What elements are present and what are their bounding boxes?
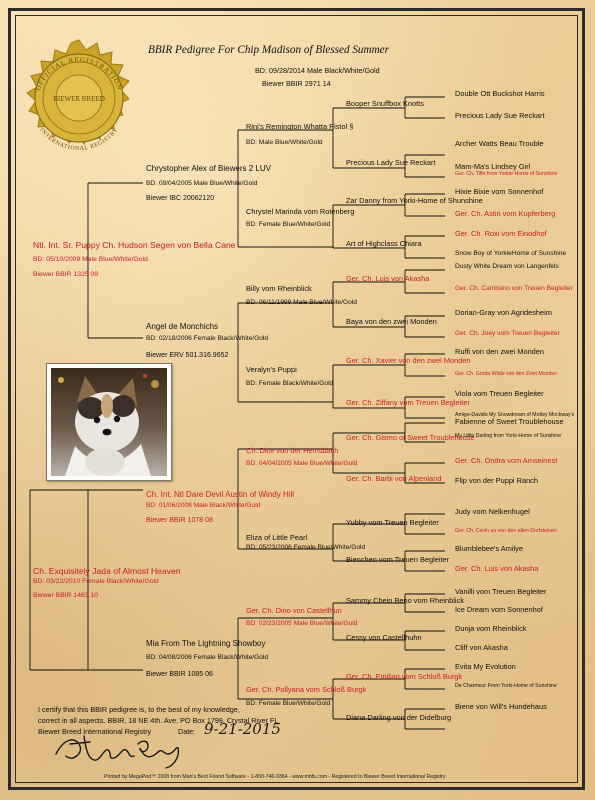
sssds-name: Archer Watts Beau Trouble [455,139,544,148]
ssddd-name: Snow Boy of YorkieHome of Sunshine [455,250,567,257]
dss-birth-info: BD: 04/04/2005 Male Blue/White/Gold [246,460,358,467]
sss-birth-info: BD: Male Blue/White/Gold [246,139,323,146]
sss-name: Rini's Remington Whatta Pistol § [246,122,354,131]
dam-birth-info: BD: 03/22/2010 Female Black/White/Gold [33,578,159,585]
sssd-name: Precious Lady Sue Reckart [346,158,436,167]
sds-name: Billy vom Rheinblick [246,284,312,293]
dssds-name: Ger. Ch. Ondra vom Amseinest [455,456,558,465]
dss-name: Ch. Dice von der Hemsbach [246,446,339,455]
seal-top-text: OFFICIAL REGISTRATION [34,55,124,92]
dddss-name: Evita My Evolution [455,662,516,671]
footer-credit: Printed by MegaPed™ 2008 from Man's Best Friend Software - 1-800-746-9364 - www.mbfs.com - Registered to Biewer Breed International Registry [104,774,446,780]
sdsds-name: Dorian-Gray von Agridesheim [455,308,552,317]
ddd-name: Ger. Ch. Pollyana vom Schloß Burgk [246,685,367,694]
sdssd-name: Ger. Ch. Cambano von Treuen Begleiter [455,285,573,292]
sire-sire-birth-info: BD: 08/04/2005 Male Blue/White/Gold [146,180,258,187]
ddssd-name: Ice Dream vom Sonnenhof [455,605,543,614]
sssdd-note: Ger. Ch. Tiffe from Yorkie-Home of Sunshine [455,171,558,177]
pedigree-title: BBIR Pedigree For Chip Madison of Blessed Summer [148,44,390,56]
ddsdd-name: Cliff von Akasha [455,643,508,652]
sddd-name: Ger. Ch. Ziffany vom Treuen Begleiter [346,398,470,407]
sdss-name: Ger. Ch. Luis von Akasha [346,274,430,283]
ddd-birth-info: BD: Female Blue/White/Gold [246,700,331,707]
sdd-birth-info: BD: Female Black/White/Gold [246,380,334,387]
dam-registration: Biewer BBIR 1463 10 [33,592,98,599]
sddss-name: Ruffi von den zwei Monden [455,347,545,356]
sire-registration: Biewer BBIR 1325 09 [33,271,98,278]
dsd-birth-info: BD: 05/23/2006 Female Blue/White/Gold [246,544,366,551]
seal-center-text: BIEWER BREED [53,95,105,103]
dsss-name: Ger. Ch. Gismo of Sweet Troublehouse [346,433,475,442]
dssd-name: Ger. Ch. Barbi von Alpenland [346,474,442,483]
puppy-image [47,364,171,480]
dam-sire-name: Ch. Int. Ntl Dare Devil Austin of Windy Hill [146,490,295,499]
dddds-name: Biene von Will's Hundehaus [455,702,547,711]
dsdss-name: Judy vom Nelkenhugel [455,507,530,516]
subject-registration: Biewer BBIR 2971 14 [262,79,331,88]
dsdds-name: Blumblebee's Amilye [455,544,523,553]
dsssd-name: My Little Darling from Yorki-Home of Sunshine [455,433,562,439]
dsds-name: Yubby vom Treuen Begleiter [346,518,439,527]
dds-name: Ger. Ch. Dino von Castellhun [246,606,342,615]
sire-dam-registration: Biewer ERV 501.316.9652 [146,352,229,359]
ssd-name: Chrystel Marinda vom Rotenberg [246,207,355,216]
dsddd-name: Ger. Ch. Luis von Akasha [455,564,539,573]
dam-dam-name: Mia From The Lightning Showboy [146,639,266,648]
sdd-name: Veralyn's Puppi [246,365,297,374]
dam-name: Ch. Exquisitely Jada of Almost Heaven [33,566,181,576]
ddds-name: Ger. Ch. Emilian vom Schloß Burgk [346,672,463,681]
sdddd-name: Amigo-Davido My Snowdream of Motley Mockway's [455,412,575,418]
sdsd-name: Baya von den zwei Monden [346,317,437,326]
ddsd-name: Cessy von Castellhuhn [346,633,422,642]
sddds-name: Viola vom Treuen Begleiter [455,389,544,398]
ssssd-name: Precious Lady Sue Reckart [455,111,545,120]
dddsd-name: De Charmeur From Yorki-Home of Sunshine [455,683,557,689]
dssdd-name: Flip von der Puppi Ranch [455,476,538,485]
ssds-name: Zar Danny from Yorki-Home of Shunshine [346,196,483,205]
sire-dam-birth-info: BD: 02/18/2006 Female Black/White/Gold [146,335,269,342]
sddsd-name: Ger. Ch. Gorda Wilde von den Zwei Monden [455,371,558,377]
ssss-name: Booper Snuffbox Knotts [346,99,424,108]
dssss-name: Fabienne of Sweet Troublehouse [455,417,564,426]
dsd-name: Eliza of Little Pearl [246,533,308,542]
ssdd-name: Art of Highclass Chiara [346,239,422,248]
ddsds-name: Dunja vom Rheinblick [455,624,527,633]
sdsss-name: Dusty White Dream von Langenfels [455,263,559,270]
sire-birth-info: BD: 05/10/2009 Male Blue/White/Gold [33,256,148,263]
sire-sire-name: Chrystopher Alex of Biewers 2 LUV [146,164,271,173]
ddsss-name: Vanilli vom Treuen Begleiter [455,587,547,596]
ssdds-name: Ger. Ch. Roxi vom Einodhof [455,229,547,238]
dog-photo [46,363,172,481]
sdds-name: Ger. Ch. Xavier von den zwei Monden [346,356,471,365]
dam-dam-birth-info: BD: 04/08/2006 Female Black/White/Gold [146,654,269,661]
ssd-birth-info: BD: Female Blue/White/Gold [246,221,331,228]
sssss-name: Double Ott Buckshot Harris [455,89,545,98]
ssdss-name: Hixie Bixie vom Sonnenhof [455,187,544,196]
dddd-name: Diana Darling von der Didelburg [346,713,452,722]
dam-sire-registration: Biewer BBIR 1078 08 [146,517,213,524]
sire-dam-name: Angel de Monchichs [146,322,219,331]
certification-date-label: Date: [178,727,196,736]
dds-birth-info: BD: 02/23/2005 Male Blue/White/Gold [246,620,358,627]
ddss-name: Sammy Chein Beno vom Rheinblick [346,596,464,605]
dam-sire-birth-info: BD: 01/06/2008 Male Black/White/Gold [146,502,261,509]
ssdsd-name: Ger. Ch. Astin vom Kupferberg [455,209,556,218]
certification-line-1: I certify that this BBIR pedigree is, to the best of my knowledge, [38,705,240,714]
sire-sire-registration: Biewer IBC 20062120 [146,195,215,202]
sire-name: Ntl. Int. Sr. Puppy Ch. Hudson Segen von Bella Cane [33,240,236,250]
dsdsd-name: Ger. Ch. Cevin un von den alten Dorfsteinen [455,528,557,534]
certification-date: 9-21-2015 [204,720,281,738]
dsdd-name: Bienchen vom Treuen Begleiter [346,555,450,564]
subject-birth-info: BD: 09/28/2014 Male Black/White/Gold [255,66,380,75]
signature [50,726,190,770]
sssdd-name: Mam-Ma's Lindsey Girl [455,162,531,171]
sds-birth-info: BD: 06/11/1999 Male Blue/White/Gold [246,299,357,306]
certification-line-3: Biewer Breed International Registry [38,727,152,736]
seal-bottom-text: INTERNATIONAL REGISTRY [38,126,120,153]
sdsdd-name: Ger. Ch. Joey vom Treuen Begleiter [455,330,560,337]
certification-line-2: correct in all aspects. BBIR, 18 NE 4th. Ave. PO Box 1799, Crystal River FL [38,716,279,725]
official-registration-seal [14,38,144,168]
dam-dam-registration: Biewer BBIR 1085 06 [146,671,213,678]
